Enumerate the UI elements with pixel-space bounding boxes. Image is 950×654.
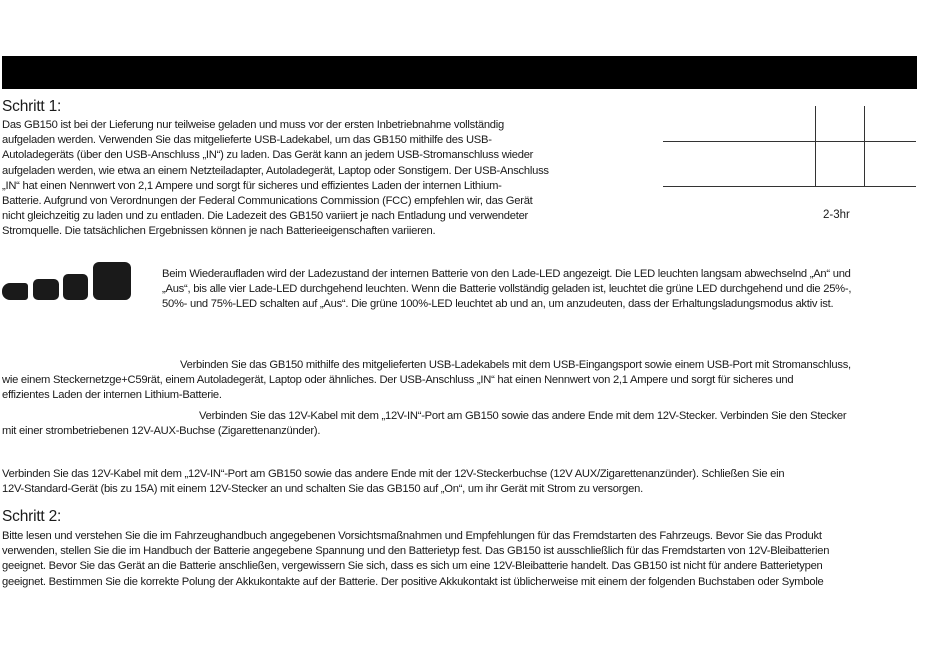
- text-line: Verbinden Sie das 12V-Kabel mit dem „12V-IN“-Port am GB150 sowie das andere Ende mit der 12V-Steckerbuchse (12V AUX/Zigarettenanzünder). Schließen Sie ein: [2, 468, 785, 480]
- text-line: verwenden, stellen Sie die im Handbuch der Batterie angegebene Spannung und den Batterietyp fest. Das GB150 ist ausschließlich für das Fremdstarten von 12V-Bleibatterien: [2, 545, 830, 558]
- text-line: Stromquelle. Die tatsächlichen Ergebnissen können je nach Batterieeigenschaften variieren.: [2, 225, 436, 238]
- text-line: geeignet. Bevor Sie das Gerät an die Batterie anschließen, vergewissern Sie sich, dass es sich um eine 12V-Bleibatterie handelt. Das GB150 ist nicht für andere Batterietypen: [2, 560, 823, 573]
- text-line: mit einer strombetriebenen 12V-AUX-Buchse (Zigarettenanzünder).: [2, 425, 321, 438]
- led-paragraph: [162, 267, 922, 313]
- text-line: geeignet. Bestimmen Sie die korrekte Polung der Akkukontakte auf der Batterie. Der positive Akkukontakt ist üblicherweise mit einem der folgenden Buchstaben oder Symbole: [2, 575, 824, 588]
- text-line: nicht gleichzeitig zu laden und zu entladen. Die Ladezeit des GB150 variiert je nach Entladung und verwendeter: [2, 210, 529, 223]
- step2-paragraph: [2, 529, 922, 590]
- text-line: effizientes Laden der internen Lithium-Batterie.: [2, 389, 222, 402]
- table-divider: [815, 106, 816, 187]
- text-line: wie einem Steckernetzge+C59rät, einem Autoladegerät, Laptop oder ähnliches. Der USB-Anschluss „IN“ hat einen Nennwert von 2,1 Ampere und sorgt für sicheres und: [2, 374, 794, 387]
- text-line: aufgeladen werden. Verwenden Sie das mitgelieferte USB-Ladekabel, um das GB150 mithilfe des USB-: [2, 134, 492, 147]
- text-line: Batterie. Aufgrund von Verordnungen der Federal Communications Commission (FCC) empfehlen wir, das Gerät: [2, 195, 533, 208]
- text-line: Das GB150 ist bei der Lieferung nur teilweise geladen und muss vor der ersten Inbetriebnahme vollständig: [2, 119, 504, 131]
- led-25-icon: [2, 283, 28, 300]
- led-75-icon: [63, 274, 88, 300]
- text-line: Bitte lesen und verstehen Sie die im Fahrzeughandbuch angegebenen Vorsichtsmaßnahmen und Empfehlungen für das Fremdstarten des Fahrzeugs. Bevor Sie das Produkt: [2, 530, 822, 542]
- step1-heading: Schritt 1:: [2, 98, 62, 115]
- usb-charging-paragraph: [2, 358, 922, 404]
- step1-paragraph: [2, 118, 642, 240]
- table-divider: [864, 106, 865, 187]
- text-line: Verbinden Sie das GB150 mithilfe des mitgelieferten USB-Ladekabels mit dem USB-Eingangsport sowie einem USB-Port mit Stromanschluss,: [180, 359, 851, 371]
- led-50-icon: [33, 279, 59, 300]
- text-line: aufgeladen werden, wie etwa an einem Netzteiladapter, Autoladegerät, Laptop oder Sonstigem. Der USB-Anschluss: [2, 164, 549, 177]
- step2-heading: Schritt 2:: [2, 508, 62, 525]
- battery-level-led-icon: [2, 260, 132, 302]
- text-line: Verbinden Sie das 12V-Kabel mit dem „12V-IN“-Port am GB150 sowie das andere Ende mit dem 12V-Stecker. Verbinden Sie den Stecker: [199, 410, 847, 422]
- device-12v-paragraph: [2, 467, 922, 497]
- text-line: 50%- und 75%-LED schalten auf „Aus“. Die grüne 100%-LED leuchtet ab und an, um anzudeuten, dass der Erhaltungsladungsmodus aktiv ist.: [162, 298, 834, 311]
- text-line: „Aus“, bis alle vier Lade-LED durchgehend leuchten. Wenn die Batterie vollständig geladen ist, leuchtet die grüne LED durchgehend und die 25%-,: [162, 283, 852, 296]
- text-line: Autoladegeräts (über den USB-Anschluss „IN“) zu laden. Das Gerät kann an jedem USB-Stromanschluss wieder: [2, 149, 534, 162]
- charge-time-value: 2-3hr: [823, 209, 850, 221]
- text-line: Beim Wiederaufladen wird der Ladezustand der internen Batterie von den Lade-LED angezeigt. Die LED leuchten langsam abwechselnd „An“ und: [162, 268, 851, 280]
- car-12v-paragraph: [2, 409, 922, 439]
- table-divider: [663, 186, 916, 187]
- table-divider: [663, 141, 916, 142]
- header-bar: [2, 56, 917, 89]
- text-line: 12V-Standard-Gerät (bis zu 15A) mit einem 12V-Stecker an und schalten Sie das GB150 auf „On“, um ihr Gerät mit Strom zu versorgen.: [2, 483, 643, 496]
- text-line: „IN“ hat einen Nennwert von 2,1 Ampere und sorgt für sicheres und effizientes Laden der internen Lithium-: [2, 179, 502, 192]
- led-100-icon: [93, 262, 131, 300]
